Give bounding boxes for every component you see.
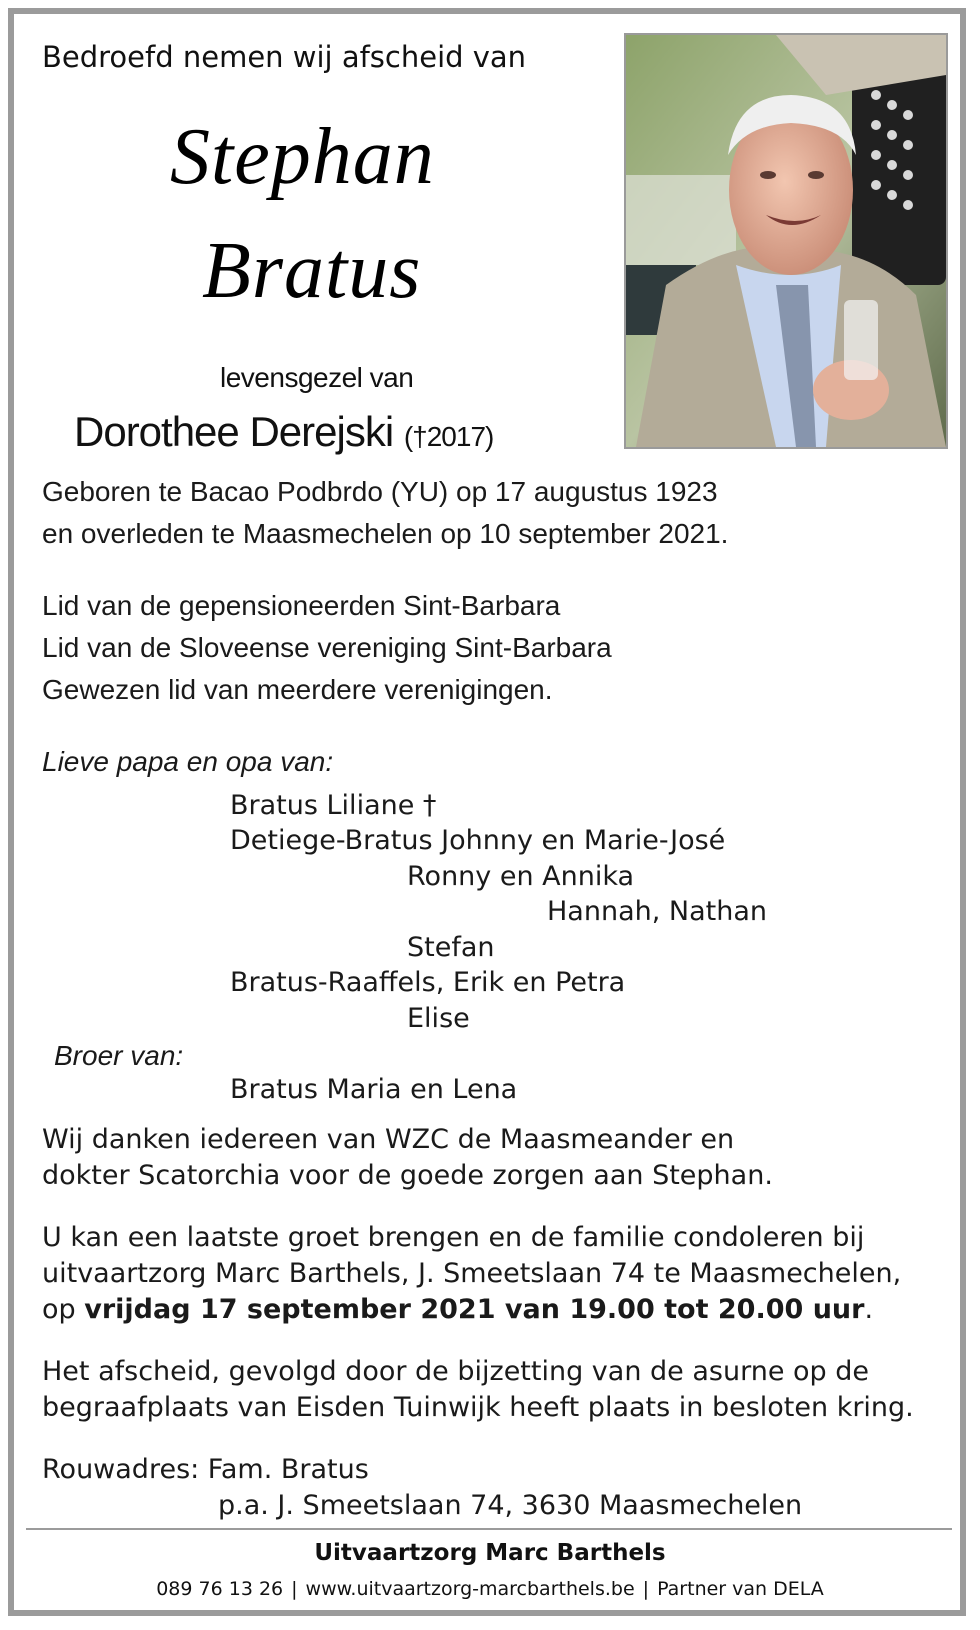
family-member: Bratus-Raaffels, Erik en Petra: [230, 967, 626, 998]
footer-contact-line: [0, 1578, 980, 1600]
membership-1: Lid van de gepensioneerden Sint-Barbara: [42, 590, 561, 621]
condolence-prefix: op: [42, 1294, 85, 1325]
condolence-line-1: U kan een laatste groet brengen en de familie condoleren bij: [42, 1222, 865, 1253]
family-member: Hannah, Nathan: [547, 896, 767, 927]
family-member: Elise: [407, 1003, 470, 1034]
died-text: en overleden te Maasmechelen op 10 september 2021.: [42, 518, 729, 549]
condolence-line-2: uitvaartzorg Marc Barthels, J. Smeetslaan 74 te Maasmechelen,: [42, 1258, 902, 1289]
visitation-datetime: vrijdag 17 september 2021 van 19.00 tot 20.00 uur: [84, 1294, 865, 1325]
family-member: Bratus Liliane †: [230, 790, 437, 821]
farewell-line-2: begraafplaats van Eisden Tuinwijk heeft plaats in besloten kring.: [42, 1392, 914, 1423]
membership-2: Lid van de Sloveense vereniging Sint-Barbara: [42, 632, 612, 663]
partner-name: Dorothee Derejski: [74, 408, 394, 455]
partner-note: (†2017): [403, 421, 494, 452]
address-line-2: p.a. J. Smeetslaan 74, 3630 Maasmechelen: [218, 1490, 803, 1521]
family-heading: Lieve papa en opa van:: [42, 746, 334, 777]
partner-relation: levensgezel van: [220, 362, 414, 393]
footer-divider: [26, 1528, 952, 1530]
siblings-text: Bratus Maria en Lena: [230, 1074, 518, 1105]
address-line-1: Rouwadres: Fam. Bratus: [42, 1454, 369, 1485]
intro-text: Bedroefd nemen wij afscheid van: [42, 40, 527, 74]
footer-separator: |: [642, 1578, 650, 1600]
sibling-heading: Broer van:: [54, 1040, 184, 1071]
family-member: Detiege-Bratus Johnny en Marie-José: [230, 825, 726, 856]
thanks-line-1: Wij danken iedereen van WZC de Maasmeander en: [42, 1124, 735, 1155]
footer-separator: |: [291, 1578, 298, 1600]
farewell-line-1: Het afscheid, gevolgd door de bijzetting van de asurne op de: [42, 1356, 870, 1387]
membership-3: Gewezen lid van meerdere verenigingen.: [42, 674, 553, 705]
portrait-photo: [624, 33, 948, 449]
footer-website-link[interactable]: www.uitvaartzorg-marcbarthels.be: [305, 1578, 635, 1600]
born-text: Geboren te Bacao Podbrdo (YU) op 17 augustus 1923: [42, 476, 718, 507]
partner-line: [74, 408, 493, 456]
footer-phone: 089 76 13 26: [156, 1578, 284, 1600]
deceased-last-name: Bratus: [202, 227, 422, 315]
deceased-first-name: Stephan: [170, 113, 435, 201]
family-member: Stefan: [407, 932, 495, 963]
footer-partner: Partner van DELA: [657, 1578, 824, 1600]
thanks-line-2: dokter Scatorchia voor de goede zorgen aan Stephan.: [42, 1160, 773, 1191]
family-member: Ronny en Annika: [407, 861, 635, 892]
footer-company: Uitvaartzorg Marc Barthels: [314, 1540, 666, 1566]
condolence-line-3: [42, 1294, 873, 1325]
condolence-suffix: .: [864, 1294, 874, 1325]
